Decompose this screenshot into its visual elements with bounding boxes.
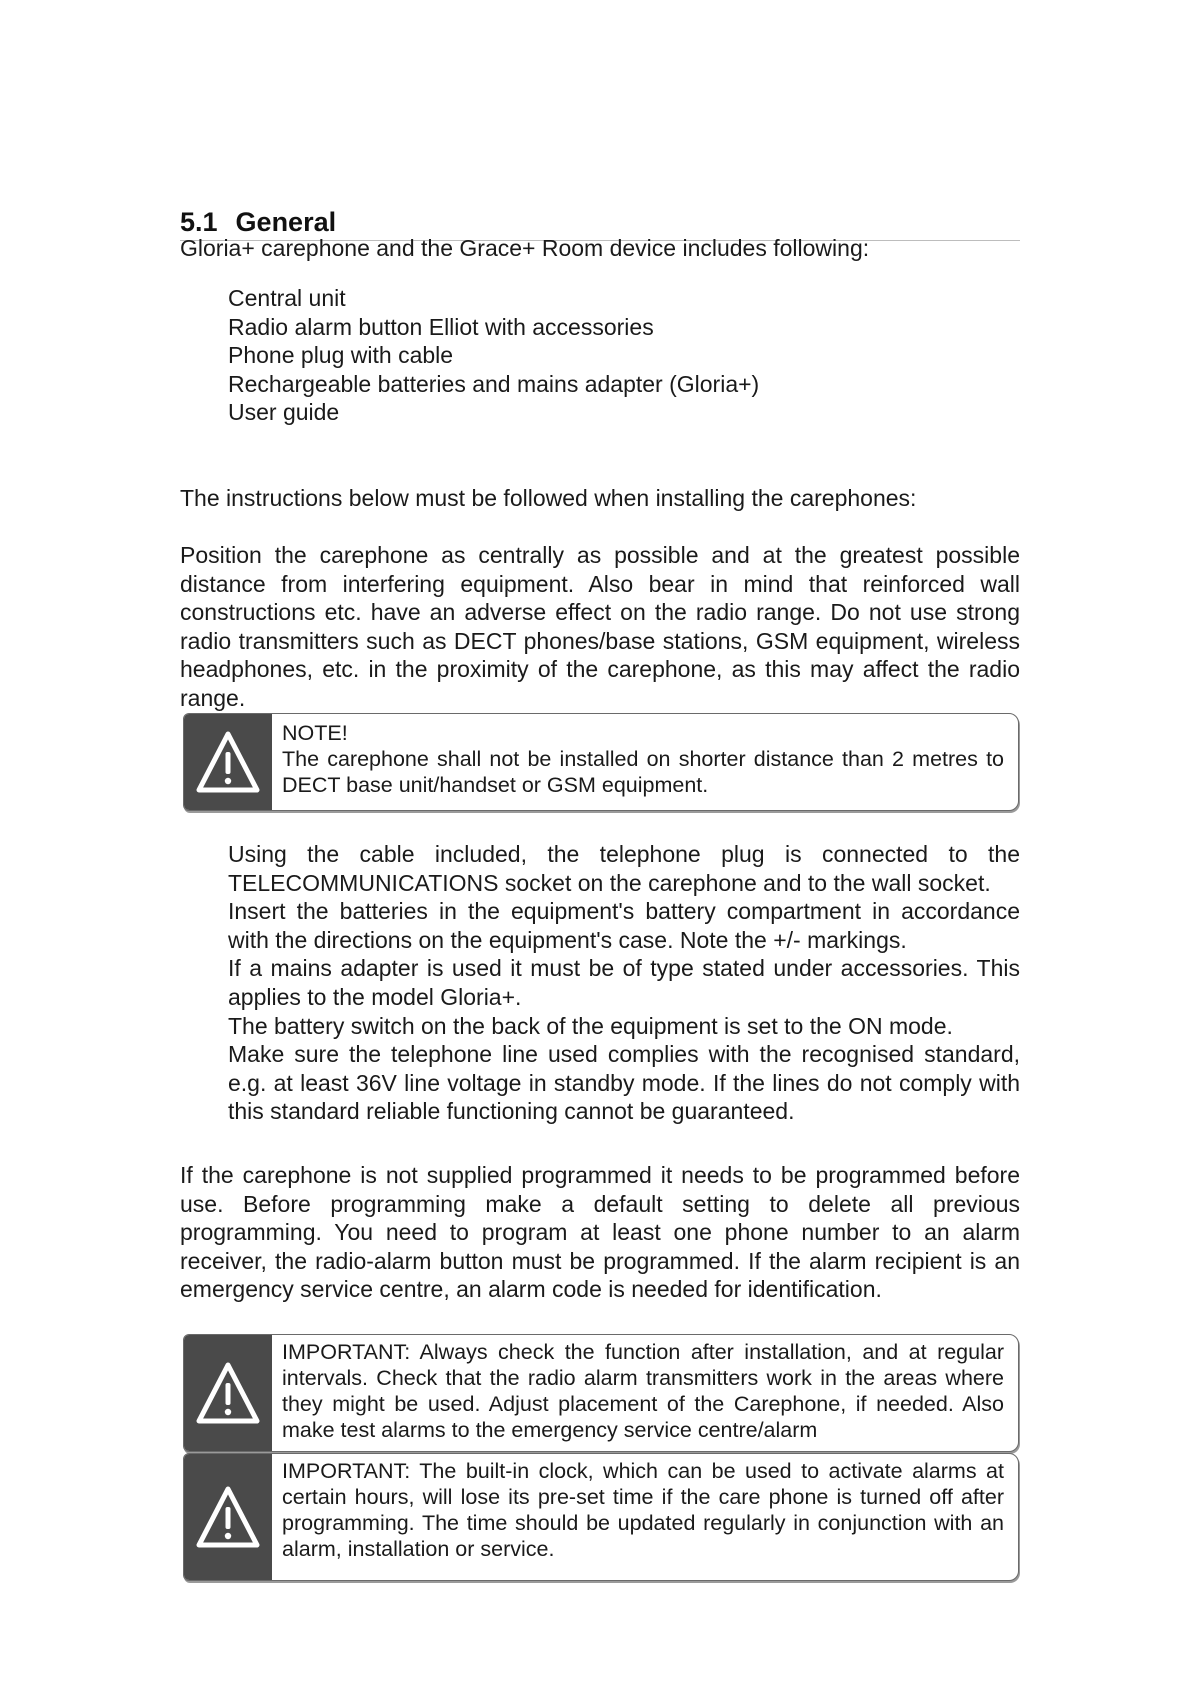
install-steps	[228, 840, 1020, 1126]
note-box	[183, 713, 1019, 811]
list-item: Phone plug with cable	[228, 342, 454, 369]
section-number: 5.1	[180, 207, 218, 237]
warning-triangle-icon	[195, 1485, 261, 1549]
intro-text: Gloria+ carephone and the Grace+ Room device includes following:	[180, 235, 870, 261]
note-text: The carephone shall not be installed on shorter distance than 2 metres to DECT base unit/handset or GSM equipment.	[282, 747, 1004, 797]
section-title: General	[235, 207, 337, 237]
list-item: Radio alarm button Elliot with accessories	[228, 313, 654, 340]
important-text-2: IMPORTANT: The built-in clock, which can be used to activate alarms at certain hours, will lose its pre-set time if the care phone is turned off after programming. The time should be updated regularly in conjunction with an alarm, installation or service.	[282, 1459, 1004, 1561]
important-text-1: IMPORTANT: Always check the function after installation, and at regular intervals. Check that the radio alarm transmitters work in the areas where they might be used. Adjust placement of the Carephone, if needed. Also make test alarms to the emergency service centre/alarm	[282, 1340, 1004, 1442]
install-step: Insert the batteries in the equipment's battery compartment in accordance with the directions on the equipment's case. Note the +/- markings.	[228, 898, 1020, 953]
important-icon-cell	[184, 1454, 272, 1580]
programming-paragraph: If the carephone is not supplied programmed it needs to be programmed before use. Before programming make a default setting to delete all previous programming. You need to program at least one phone number to an alarm receiver, the radio-alarm button must be programmed. If the alarm recipient is an emergency service centre, an alarm code is needed for identification.	[180, 1162, 1020, 1303]
install-step: Make sure the telephone line used complies with the recognised standard, e.g. at least 36V line voltage in standby mode. If the lines do not comply with this standard reliable functioning cannot be guaranteed.	[228, 1041, 1020, 1125]
note-icon-cell	[184, 714, 272, 810]
position-paragraph: Position the carephone as centrally as possible and at the greatest possible distance from interfering equipment. Also bear in mind that reinforced wall constructions etc. have an adverse effect on the radio range. Do not use strong radio transmitters such as DECT phones/base stations, GSM equipment, wireless headphones, etc. in the proximity of the carephone, as this may affect the radio range.	[180, 542, 1020, 711]
install-step: Using the cable included, the telephone plug is connected to the TELECOMMUNICATIONS socket on the carephone and to the wall socket.	[228, 841, 1020, 896]
install-step: If a mains adapter is used it must be of type stated under accessories. This applies to the model Gloria+.	[228, 955, 1020, 1010]
warning-triangle-icon	[195, 730, 261, 794]
list-item: Central unit	[228, 285, 346, 311]
important-icon-cell	[184, 1335, 272, 1451]
list-item: Rechargeable batteries and mains adapter (Gloria+)	[228, 370, 760, 397]
instructions-intro: The instructions below must be followed when installing the carephones:	[180, 485, 917, 511]
note-heading: NOTE!	[282, 721, 348, 745]
contents-list	[228, 284, 1020, 427]
list-item: User guide	[228, 399, 340, 426]
warning-triangle-icon	[195, 1361, 261, 1425]
install-step: The battery switch on the back of the equipment is set to the ON mode.	[228, 1012, 953, 1039]
important-box-2	[183, 1453, 1019, 1581]
important-box-1	[183, 1334, 1019, 1452]
